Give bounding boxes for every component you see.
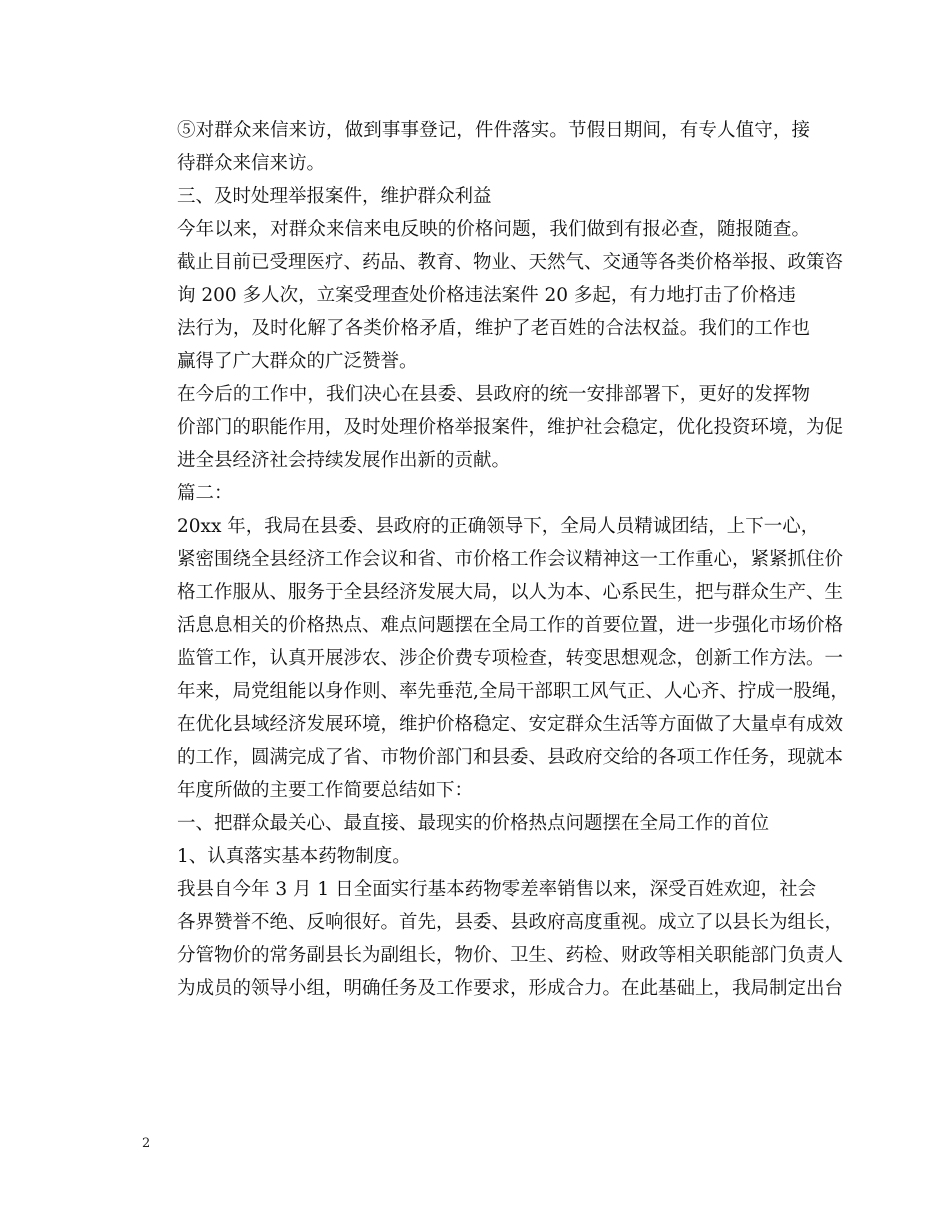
paragraph: [140, 840, 810, 873]
paragraph-line: 篇二：: [177, 483, 233, 504]
paragraph-line: 20xx 年，我局在县委、县政府的正确领导下，全局人员精诚团结，上下一心，: [177, 516, 820, 537]
document-body: [140, 114, 849, 1005]
paragraph-line: 法行为，及时化解了各类价格矛盾，维护了老百姓的合法权益。我们的工作也: [177, 318, 810, 339]
paragraph-line: 待群众来信来访。: [177, 153, 326, 174]
paragraph: [140, 180, 810, 213]
page-number: 2: [142, 1136, 151, 1151]
paragraph: [140, 807, 810, 840]
paragraph-line: 活息息相关的价格热点、难点问题摆在全局工作的首要位置，进一步强化市场价格: [177, 615, 844, 636]
paragraph: [140, 378, 844, 477]
paragraph-line: 格工作服从、服务于全县经济发展大局，以人为本、心系民生，把与群众生产、生: [177, 582, 844, 603]
paragraph-line: ⑤对群众来信来访，做到事事登记，件件落实。节假日期间，有专人值守，接: [177, 120, 810, 141]
paragraph-line: 今年以来，对群众来信来电反映的价格问题，我们做到有报必查，随报随查。: [177, 219, 810, 240]
paragraph: [140, 510, 849, 807]
paragraph-line: 的工作，圆满完成了省、市物价部门和县委、县政府交给的各项工作任务，现就本: [177, 747, 844, 768]
paragraph-line: 在今后的工作中，我们决心在县委、县政府的统一安排部署下，更好的发挥物: [177, 384, 810, 405]
paragraph-line: 进全县经济社会持续发展作出新的贡献。: [177, 450, 511, 471]
paragraph: [140, 477, 810, 510]
paragraph-line: 年度所做的主要工作简要总结如下：: [177, 780, 474, 801]
paragraph-line: 1、认真落实基本药物制度。: [177, 846, 411, 867]
paragraph-line: 各界赞誉不绝、反响很好。首先，县委、县政府高度重视。成立了以县长为组长，: [177, 912, 844, 933]
paragraph-line: 询 200 多人次，立案受理查处价格违法案件 20 多起，有力地打击了价格违: [177, 285, 796, 306]
paragraph-line: 我县自今年 3 月 1 日全面实行基本药物零差率销售以来，深受百姓欢迎，社会: [177, 879, 817, 900]
paragraph: [140, 873, 844, 1005]
paragraph-line: 一、把群众最关心、最直接、最现实的价格热点问题摆在全局工作的首位: [177, 813, 770, 834]
paragraph-line: 分管物价的常务副县长为副组长，物价、卫生、药检、财政等相关职能部门负责人: [177, 945, 844, 966]
paragraph-line: 赢得了广大群众的广泛赞誉。: [177, 351, 418, 372]
paragraph-line: 为成员的领导小组，明确任务及工作要求，形成合力。在此基础上，我局制定出台: [177, 978, 844, 999]
paragraph-line: 价部门的职能作用，及时处理价格举报案件，维护社会稳定，优化投资环境，为促: [177, 417, 844, 438]
paragraph-line: 紧密围绕全县经济工作会议和省、市价格工作会议精神这一工作重心，紧紧抓住价: [177, 549, 844, 570]
paragraph-line: 监管工作，认真开展涉农、涉企价费专项检查，转变思想观念，创新工作方法。一: [177, 648, 844, 669]
paragraph: [140, 114, 810, 180]
paragraph: [140, 213, 844, 312]
paragraph-line: 三、及时处理举报案件，维护群众利益: [177, 186, 492, 207]
paragraph-line: 截止目前已受理医疗、药品、教育、物业、天然气、交通等各类价格举报、政策咨: [177, 252, 844, 273]
paragraph: [140, 312, 810, 378]
paragraph-line: 在优化县域经济发展环境，维护价格稳定、安定群众生活等方面做了大量卓有成效: [177, 714, 844, 735]
paragraph-line: 年来，局党组能以身作则、率先垂范,全局干部职工风气正、人心齐、拧成一股绳，: [177, 681, 849, 702]
